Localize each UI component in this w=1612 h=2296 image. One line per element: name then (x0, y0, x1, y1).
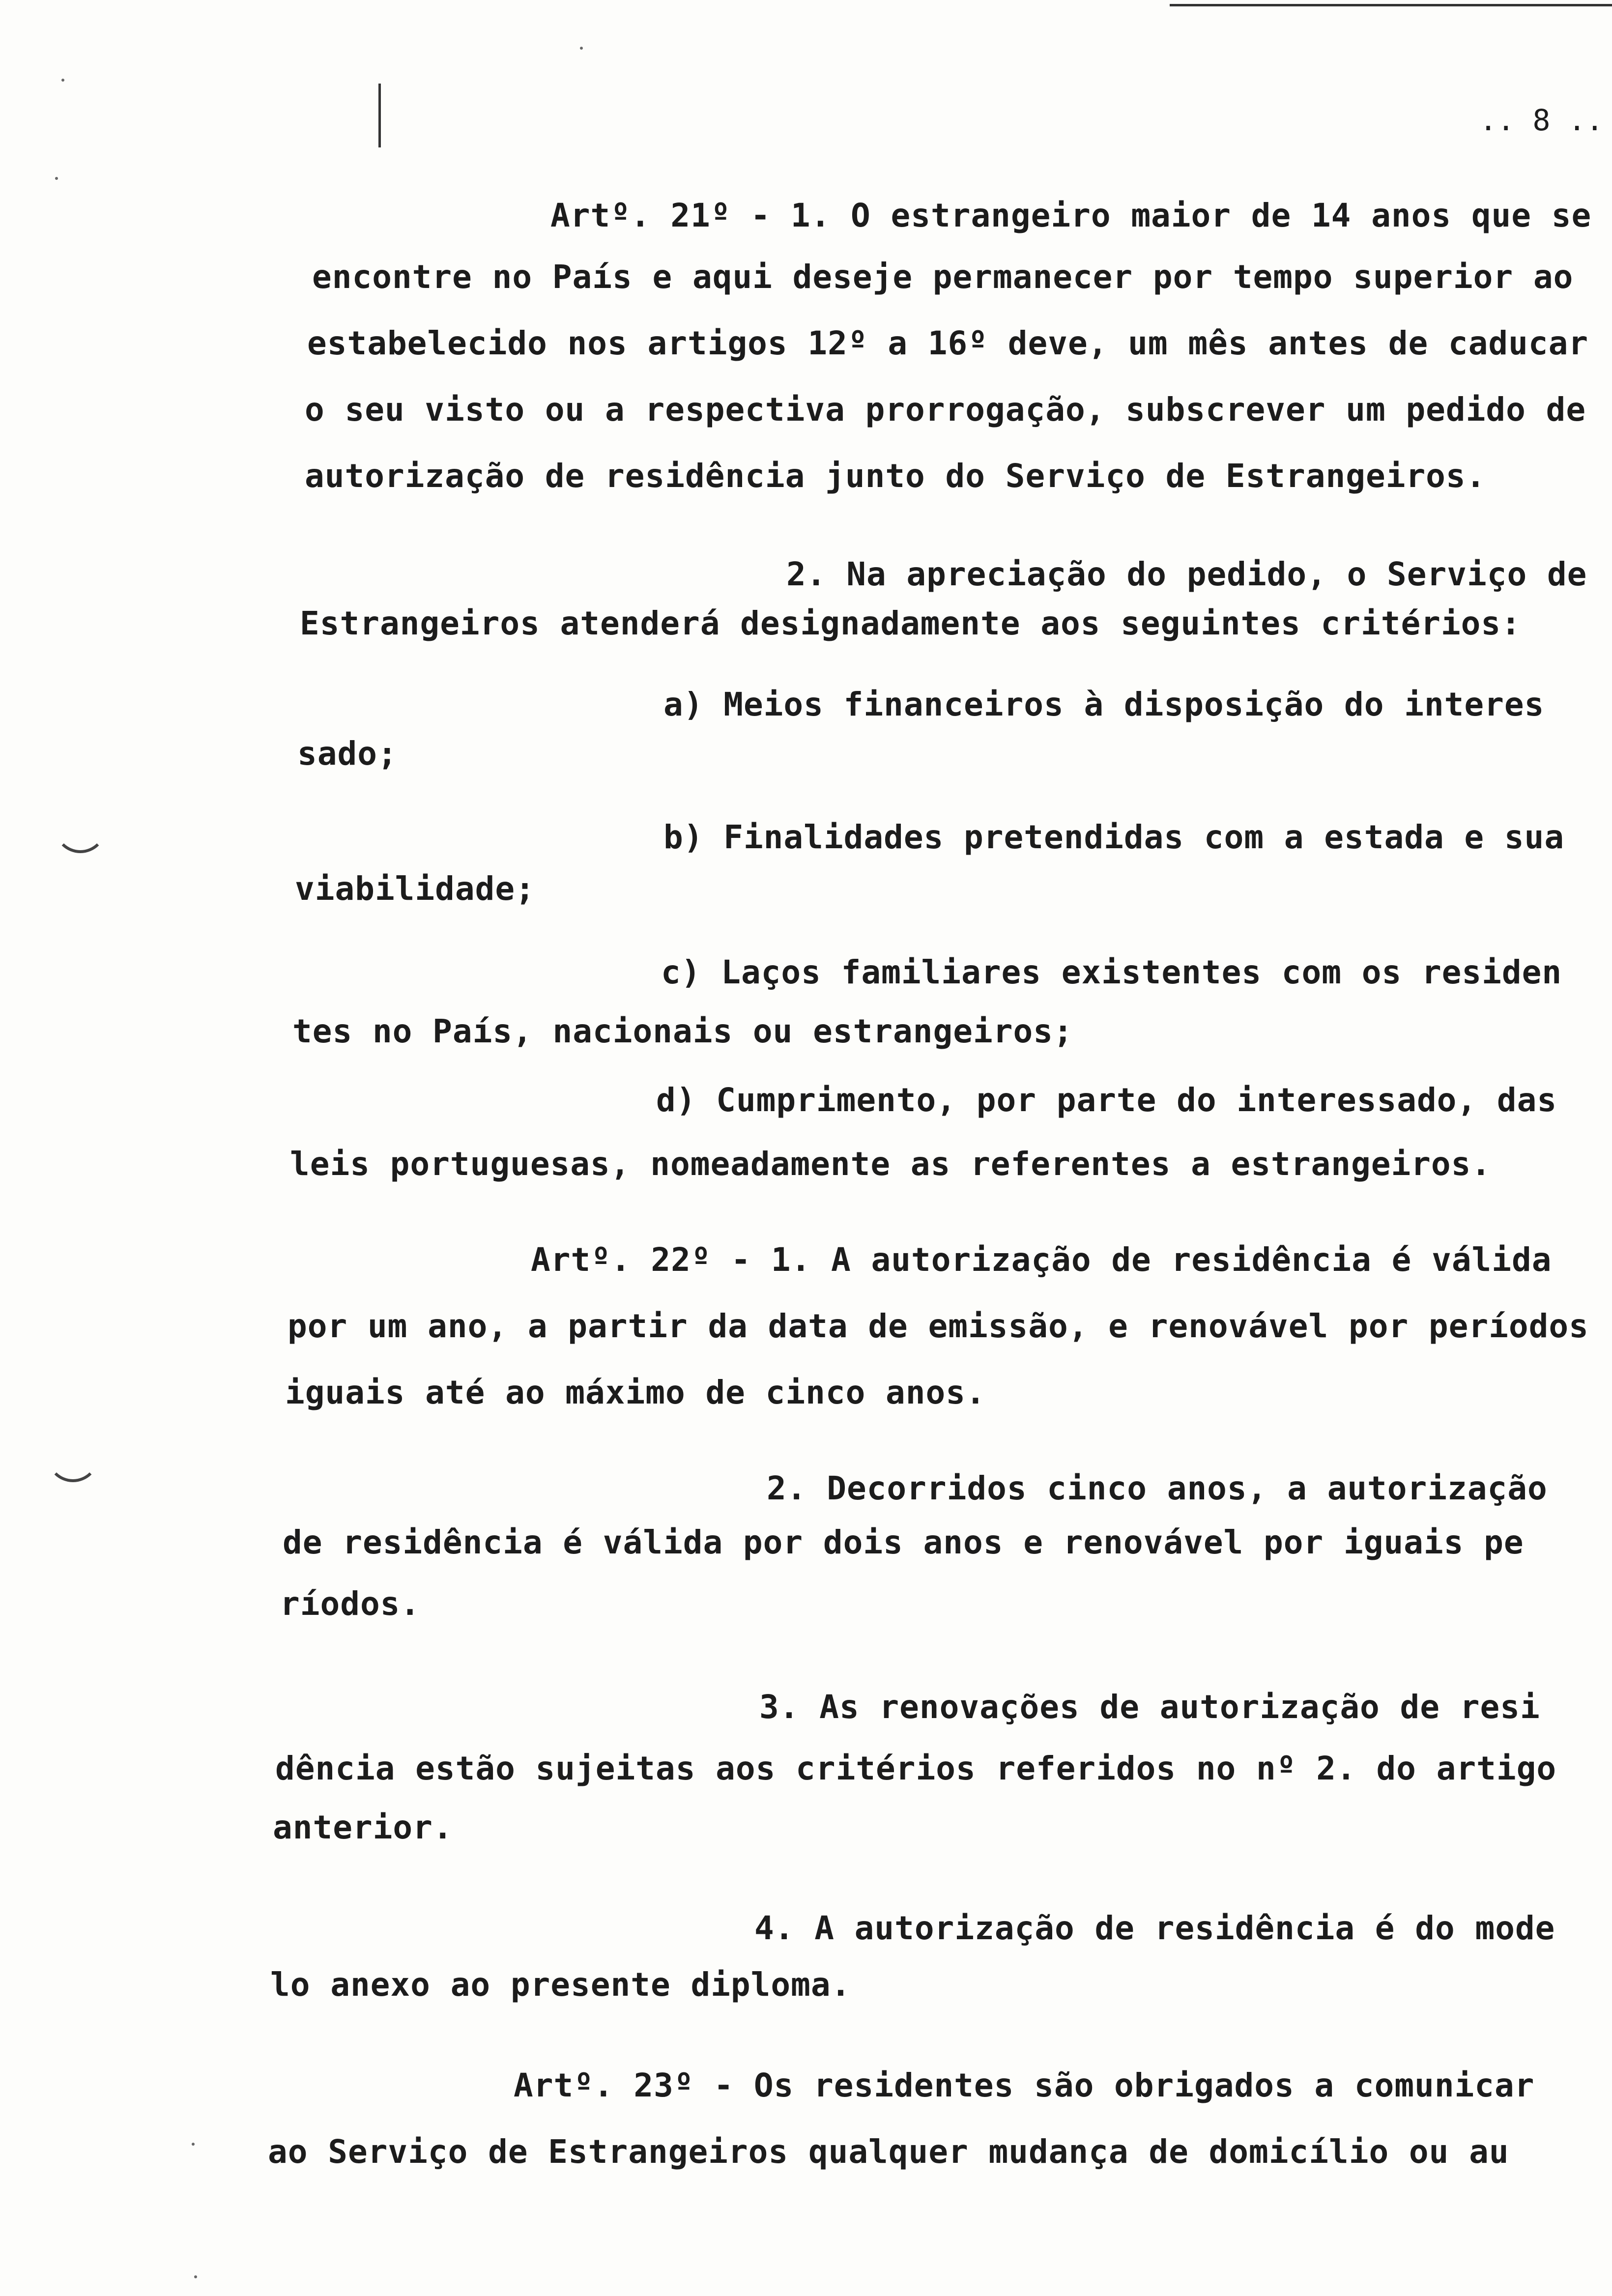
speck (194, 2275, 197, 2278)
text-line-5: autorização de residência junto do Serviço de Estrangeiros. (305, 457, 1486, 495)
text-line-17: por um ano, a partir da data de emissão, e renovável por períodos (288, 1307, 1589, 1345)
text-line-13: tes no País, nacionais ou estrangeiros; (292, 1012, 1073, 1050)
text-line-7: Estrangeiros atenderá designadamente aos seguintes critérios: (300, 604, 1521, 642)
text-line-27: Artº. 23º - Os residentes são obrigados a comunicar (514, 2066, 1535, 2104)
text-line-19: 2. Decorridos cinco anos, a autorização (767, 1469, 1548, 1507)
text-line-3: estabelecido nos artigos 12º a 16º deve, um mês antes de caducar (307, 324, 1589, 362)
text-line-15: leis portuguesas, nomeadamente as referentes a estrangeiros. (290, 1145, 1492, 1183)
text-line-2: encontre no País e aqui deseje permanecer por tempo superior ao (312, 258, 1574, 296)
text-line-26: lo anexo ao presente diploma. (270, 1966, 851, 2004)
text-line-22: 3. As renovações de autorização de resi (759, 1688, 1540, 1726)
text-line-6: 2. Na apreciação do pedido, o Serviço de (786, 555, 1587, 593)
text-line-14: d) Cumprimento, por parte do interessado, das (656, 1081, 1557, 1119)
text-line-28: ao Serviço de Estrangeiros qualquer mudança de domicílio ou au (268, 2133, 1509, 2171)
text-line-10: b) Finalidades pretendidas com a estada e sua (663, 818, 1565, 856)
text-line-24: anterior. (273, 1808, 453, 1846)
speck (192, 2143, 195, 2146)
text-line-23: dência estão sujeitas aos critérios referidos no nº 2. do artigo (275, 1750, 1557, 1787)
text-line-11: viabilidade; (295, 870, 535, 908)
text-line-25: 4. A autorização de residência é do mode (754, 1909, 1555, 1947)
text-line-9: sado; (297, 735, 398, 773)
text-line-21: ríodos. (280, 1585, 421, 1623)
text-line-8: a) Meios financeiros à disposição do interes (663, 686, 1545, 723)
text-line-4: o seu visto ou a respectiva prorrogação, subscrever um pedido de (305, 391, 1586, 429)
speck (55, 177, 58, 180)
text-line-1: Artº. 21º - 1. O estrangeiro maior de 14 anos que se (550, 197, 1592, 234)
text-line-16: Artº. 22º - 1. A autorização de residência é válida (531, 1241, 1552, 1279)
top-rule (1170, 4, 1612, 6)
speck (580, 47, 583, 50)
text-line-18: iguais até ao máximo de cinco anos. (285, 1374, 986, 1411)
punch-hole-lower (47, 1450, 99, 1482)
margin-stroke (378, 84, 381, 147)
punch-hole-upper (54, 821, 107, 853)
page-number: .. 8 .. (1479, 103, 1604, 138)
speck (61, 79, 64, 82)
text-line-20: de residência é válida por dois anos e renovável por iguais pe (283, 1523, 1524, 1561)
text-line-12: c) Laços familiares existentes com os residen (661, 953, 1562, 991)
